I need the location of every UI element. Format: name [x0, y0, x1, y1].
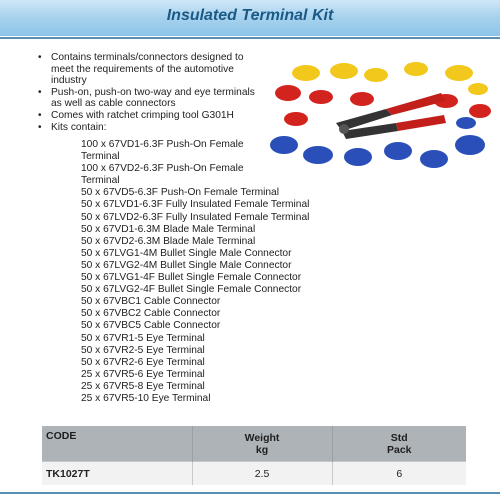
column-header-code: CODE — [42, 426, 192, 462]
kit-item: 50 x 67LVG2-4F Bullet Single Female Connector — [81, 284, 302, 296]
feature-item: • Contains terminals/connectors designed to meet the requirements of the automotive industry — [46, 52, 260, 87]
kit-item: 50 x 67VBC5 Cable Connector — [81, 320, 221, 332]
title-bar — [0, 0, 500, 36]
kit-item: 25 x 67VR5-6 Eye Terminal — [81, 368, 205, 380]
column-header-weight-unit: kg — [255, 443, 269, 456]
kit-item: 50 x 67VD2-6.3M Blade Male Terminal — [81, 235, 256, 247]
column-header-weight — [192, 426, 332, 462]
page-title: Insulated Terminal Kit — [166, 7, 334, 24]
kit-item: 50 x 67VR1-5 Eye Terminal — [81, 332, 205, 344]
cell-weight: 2.5 — [192, 462, 332, 486]
column-header-weight-label: Weight — [244, 431, 280, 444]
kit-item: 50 x 67VD5-6.3F Push-On Female Terminal — [81, 187, 279, 199]
feature-item: • Comes with ratchet crimping tool G301H — [46, 110, 260, 122]
kit-item: 25 x 67VR5-10 Eye Terminal — [81, 392, 211, 404]
kit-item: 100 x 67VD2-6.3F Push-On Female Terminal — [81, 163, 244, 187]
bottom-divider — [0, 492, 500, 494]
feature-item: • Push-on, push-on two-way and eye terminals as well as cable connectors — [46, 87, 260, 110]
kit-item: 50 x 67LVD2-6.3F Fully Insulated Female Terminal — [81, 211, 310, 223]
spec-table — [42, 426, 466, 485]
kit-item: 50 x 67LVG1-4F Bullet Single Female Connector — [81, 272, 302, 284]
table-header-row — [42, 426, 466, 462]
kit-item: 50 x 67LVG2-4M Bullet Single Male Connector — [81, 259, 292, 271]
column-header-pack-unit: Pack — [386, 443, 412, 456]
kit-item: 100 x 67VD1-6.3F Push-On Female Terminal — [81, 139, 244, 163]
kit-item: 25 x 67VR5-8 Eye Terminal — [81, 380, 205, 392]
column-header-pack-label: Std — [390, 431, 408, 444]
cell-pack: 6 — [332, 462, 466, 486]
product-photo — [266, 53, 496, 171]
kit-item: 50 x 67VBC2 Cable Connector — [81, 308, 221, 320]
table-row — [42, 462, 466, 486]
cell-code: TK1027T — [42, 462, 192, 486]
column-header-pack — [332, 426, 466, 462]
feature-list — [46, 52, 260, 133]
title-divider — [0, 37, 500, 39]
kit-item: 50 x 67LVG1-4M Bullet Single Male Connector — [81, 247, 292, 259]
feature-item: • Kits contain: — [46, 122, 260, 134]
kit-item: 50 x 67VBC1 Cable Connector — [81, 296, 221, 308]
kit-item: 50 x 67LVD1-6.3F Fully Insulated Female Terminal — [81, 199, 310, 211]
kit-item: 50 x 67VR2-6 Eye Terminal — [81, 356, 205, 368]
kit-item: 50 x 67VD1-6.3M Blade Male Terminal — [81, 223, 256, 235]
kit-item: 50 x 67VR2-5 Eye Terminal — [81, 344, 205, 356]
kit-contents-list — [81, 139, 331, 405]
